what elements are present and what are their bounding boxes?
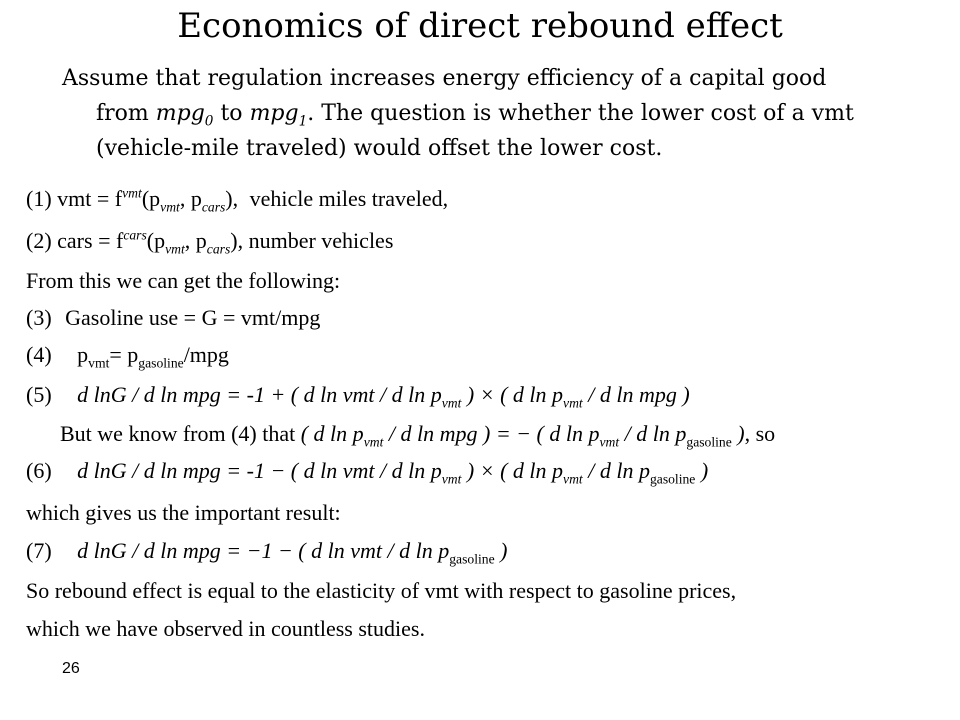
- eq1-close: ),: [225, 186, 239, 211]
- eq5-sub-vmt: vmt: [441, 395, 462, 411]
- equation-4: [26, 342, 229, 371]
- text-from-this: From this we can get the following:: [26, 268, 341, 293]
- eq6-number: (6): [26, 458, 52, 483]
- eq3-number: (3): [26, 305, 52, 330]
- eq1-comma: , p: [179, 186, 202, 211]
- equation-3: [26, 305, 320, 331]
- eq4-number: (4): [26, 342, 52, 367]
- eq6-part-c: / d ln p: [582, 458, 650, 483]
- eq7-number: (7): [26, 538, 52, 563]
- eq7-part-b: ): [494, 538, 508, 563]
- eq2-lhs: cars = f: [57, 228, 124, 253]
- eq1-number: (1): [26, 186, 52, 211]
- eq2-comma: , p: [184, 228, 207, 253]
- intro-line-2-rest: . The question is whether the lower cost of a vmt: [307, 101, 854, 126]
- eq5-number: (5): [26, 382, 52, 407]
- eq1-description: vehicle miles traveled,: [249, 186, 449, 211]
- text2-b: ( d ln p: [300, 421, 364, 446]
- eq6-part-a: d lnG / d ln mpg = -1 − ( d ln vmt / d ln p: [77, 458, 442, 483]
- text-which-we-have: which we have observed in countless studies.: [26, 616, 425, 641]
- equation-5: [26, 382, 690, 411]
- page-number: 26: [62, 660, 80, 677]
- eq2-number: (2): [26, 228, 52, 253]
- eq7-sub-gasoline: gasoline: [449, 551, 495, 567]
- eq4-rest: /mpg: [183, 342, 229, 367]
- intro-to: to: [220, 101, 243, 126]
- eq1-lhs: vmt = f: [57, 186, 123, 211]
- mpg-subscript-1: 1: [298, 113, 308, 130]
- eq6-sub-gasoline: gasoline: [649, 471, 696, 487]
- eq5-part-b: ) × ( d ln p: [461, 382, 564, 407]
- eq6-sub-vmt: vmt: [441, 471, 462, 487]
- intro-line-2: [96, 101, 854, 130]
- eq4-sub-gasoline: gasoline: [138, 355, 184, 371]
- eq7-part-a: d lnG / d ln mpg = −1 − ( d ln vmt / d ln p: [77, 538, 450, 563]
- eq5-sub-vmt-2: vmt: [563, 395, 583, 411]
- text2-d: / d ln p: [619, 421, 687, 446]
- eq6-sub-vmt-2: vmt: [563, 471, 583, 487]
- intro-line-3: (vehicle-mile traveled) would offset the lower cost.: [96, 136, 663, 161]
- text-but-we-know: [60, 421, 776, 450]
- eq3-body: Gasoline use = G = vmt/mpg: [65, 305, 321, 330]
- equation-6: [26, 458, 709, 487]
- mpg-symbol-1: [249, 101, 308, 130]
- eq4-sub-vmt: vmt: [88, 355, 110, 371]
- eq2-description: number vehicles: [248, 228, 394, 253]
- eq1-superscript: vmt: [122, 185, 142, 201]
- text2-a: But we know from (4) that: [60, 421, 296, 446]
- eq2-sub-vmt: vmt: [165, 241, 185, 257]
- eq5-part-a: d lnG / d ln mpg = -1 + ( d ln vmt / d ln p: [77, 382, 442, 407]
- text2-sub-vmt: vmt: [363, 434, 384, 450]
- eq2-args: (p: [146, 228, 166, 253]
- text2-c: / d ln mpg ) = − ( d ln p: [383, 421, 600, 446]
- mpg-text-1: mpg: [249, 101, 299, 126]
- equation-7: [26, 538, 508, 567]
- text2-sub-vmt-2: vmt: [599, 434, 620, 450]
- intro-from: from: [96, 101, 149, 126]
- slide-title: Economics of direct rebound effect: [177, 6, 783, 46]
- equation-1: [26, 185, 449, 215]
- eq2-close: ),: [230, 228, 244, 253]
- eq5-part-c: / d ln mpg ): [582, 382, 690, 407]
- eq2-superscript: cars: [123, 227, 147, 243]
- mpg-text-0: mpg: [155, 101, 205, 126]
- eq1-sub-cars: cars: [201, 199, 226, 215]
- eq4-p: p: [77, 342, 89, 367]
- intro-line-1: Assume that regulation increases energy efficiency of a capital good: [62, 66, 827, 91]
- mpg-symbol-0: [155, 101, 214, 130]
- mpg-subscript-0: 0: [204, 113, 214, 130]
- eq1-sub-vmt: vmt: [160, 199, 180, 215]
- text2-f: , so: [744, 421, 776, 446]
- eq6-part-b: ) × ( d ln p: [461, 458, 564, 483]
- eq6-part-d: ): [695, 458, 709, 483]
- eq4-mid: = p: [109, 342, 139, 367]
- text-so-rebound: So rebound effect is equal to the elasticity of vmt with respect to gasoline prices,: [26, 578, 737, 603]
- text2-sub-gasoline: gasoline: [686, 434, 732, 450]
- eq1-args: (p: [141, 186, 161, 211]
- eq2-sub-cars: cars: [206, 241, 231, 257]
- equation-2: [26, 227, 394, 257]
- text-which-gives: which gives us the important result:: [26, 500, 341, 525]
- text2-e: ): [731, 421, 745, 446]
